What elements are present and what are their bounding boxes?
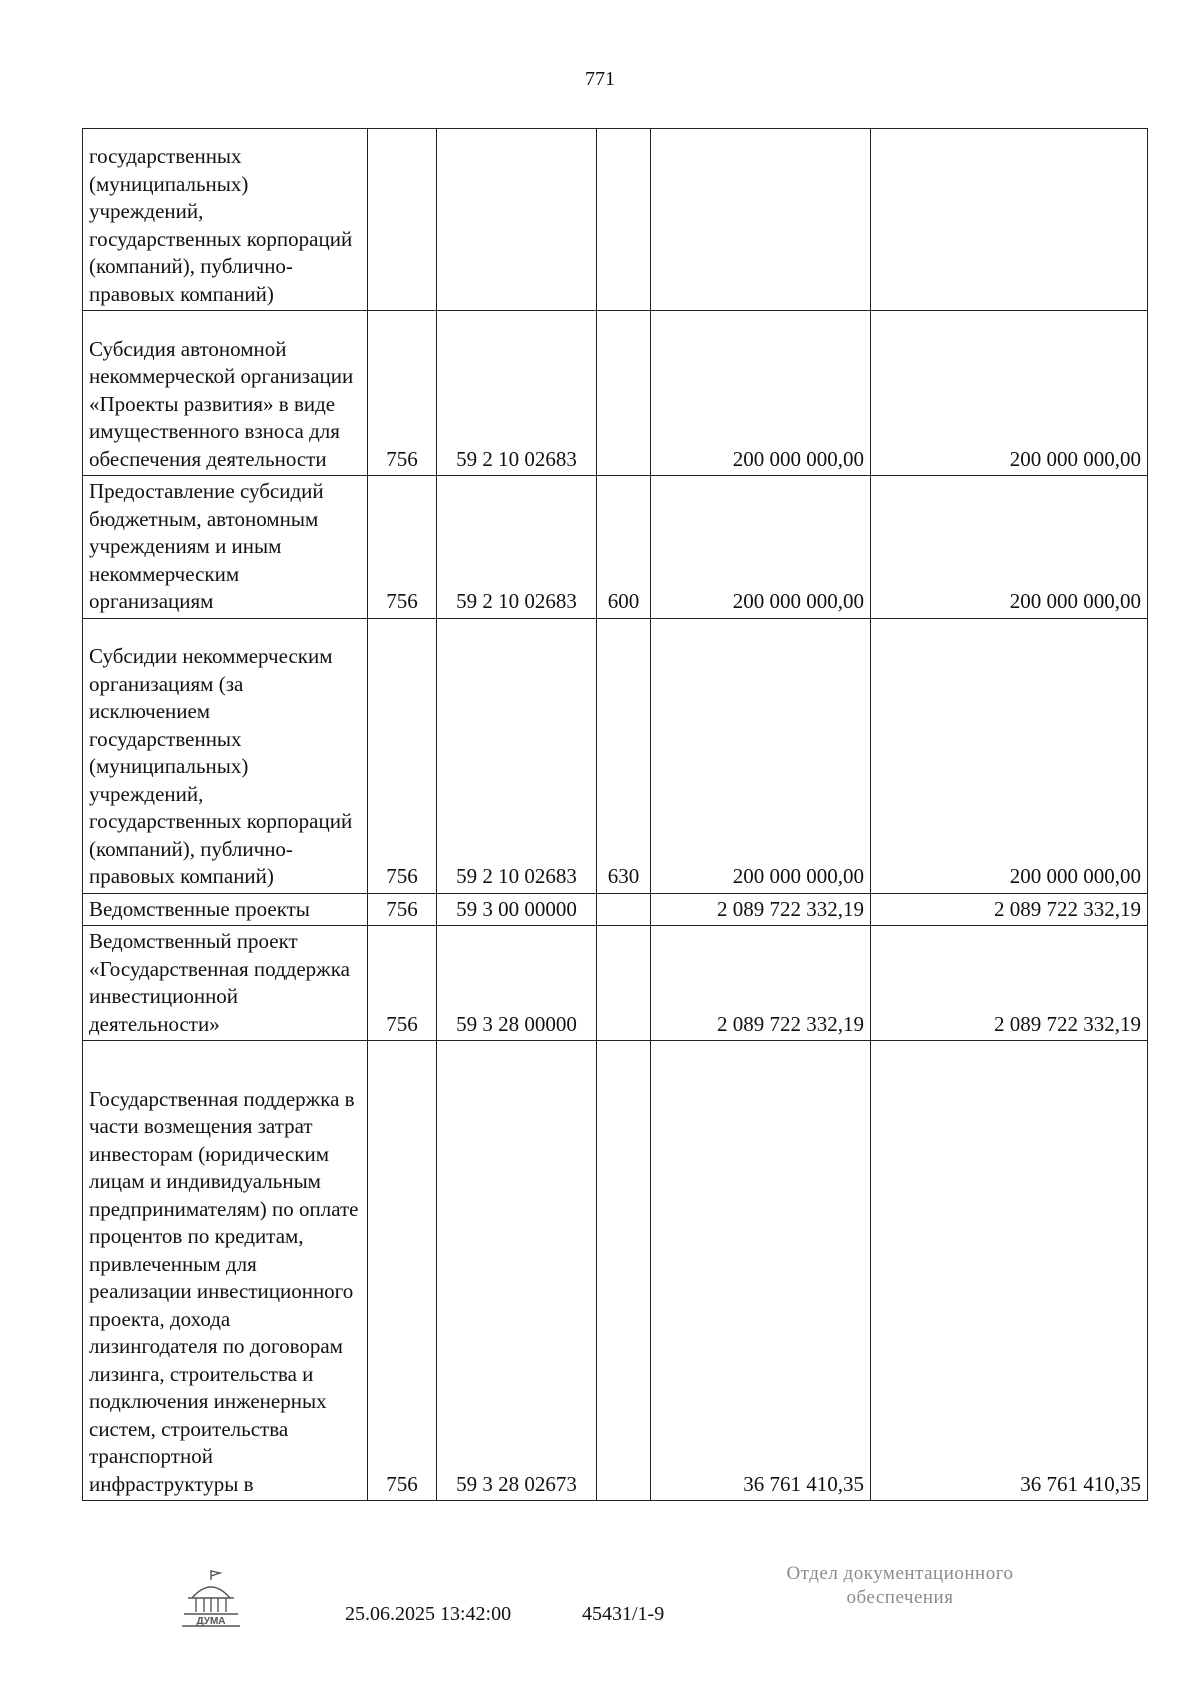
- row-csr-code: 59 2 10 02683: [437, 476, 597, 619]
- row-sum-1: 36 761 410,35: [651, 1041, 871, 1501]
- row-sum-2: [871, 129, 1148, 311]
- row-vr-code: 600: [597, 476, 651, 619]
- row-vr-code: [597, 1041, 651, 1501]
- row-sum-2: 200 000 000,00: [871, 476, 1148, 619]
- table-row: [83, 311, 1148, 476]
- table-row: [83, 1041, 1148, 1501]
- row-sum-1: 200 000 000,00: [651, 311, 871, 476]
- row-ved-code: 756: [368, 618, 437, 893]
- department-stamp: [740, 1562, 1060, 1610]
- row-description: Субсидии некоммерческим организациям (за исключением государственных (муниципальных) учреждений, государственных корпораций (компаний), публично-правовых компаний): [83, 618, 368, 893]
- row-description: Ведомственный проект «Государственная поддержка инвестиционной деятельности»: [83, 926, 368, 1041]
- row-vr-code: [597, 926, 651, 1041]
- row-sum-1: 2 089 722 332,19: [651, 926, 871, 1041]
- table-row: [83, 618, 1148, 893]
- row-description: Ведомственные проекты: [83, 893, 368, 926]
- row-description: Субсидия автономной некоммерческой организации «Проекты развития» в виде имущественного взноса для обеспечения деятельности: [83, 311, 368, 476]
- row-csr-code: 59 2 10 02683: [437, 311, 597, 476]
- page-number: 771: [585, 68, 615, 90]
- svg-text:ДУМА: ДУМА: [196, 1616, 226, 1627]
- row-sum-1: [651, 129, 871, 311]
- row-ved-code: 756: [368, 1041, 437, 1501]
- table-row: [83, 129, 1148, 311]
- row-sum-1: 200 000 000,00: [651, 476, 871, 619]
- row-description: государственных (муниципальных) учреждений, государственных корпораций (компаний), публично-правовых компаний): [83, 129, 368, 311]
- row-vr-code: [597, 311, 651, 476]
- row-sum-1: 2 089 722 332,19: [651, 893, 871, 926]
- row-ved-code: [368, 129, 437, 311]
- row-csr-code: [437, 129, 597, 311]
- stamp-line-1: Отдел документационного: [786, 1563, 1014, 1584]
- row-sum-1: 200 000 000,00: [651, 618, 871, 893]
- row-ved-code: 756: [368, 476, 437, 619]
- row-vr-code: 630: [597, 618, 651, 893]
- registration-number: 45431/1-9: [582, 1603, 665, 1625]
- row-sum-2: 36 761 410,35: [871, 1041, 1148, 1501]
- duma-emblem-icon: [176, 1568, 246, 1630]
- row-ved-code: 756: [368, 893, 437, 926]
- registration-date: 25.06.2025 13:42:00: [345, 1603, 512, 1625]
- row-description: Государственная поддержка в части возмещения затрат инвесторам (юридическим лицам и индивидуальным предпринимателям) по оплате процентов по кредитам, привлеченным для реализации инвестиционного проекта, дохода лизингодателя по договорам лизинга, строительства и подключения инженерных систем, строительства транспортной инфраструктуры в: [83, 1041, 368, 1501]
- row-sum-2: 2 089 722 332,19: [871, 893, 1148, 926]
- row-description: Предоставление субсидий бюджетным, автономным учреждениям и иным некоммерческим организациям: [83, 476, 368, 619]
- table-row: [83, 926, 1148, 1041]
- row-csr-code: 59 3 28 02673: [437, 1041, 597, 1501]
- table-row: [83, 476, 1148, 619]
- row-csr-code: 59 3 28 00000: [437, 926, 597, 1041]
- stamp-line-2: обеспечения: [846, 1587, 954, 1608]
- row-ved-code: 756: [368, 311, 437, 476]
- row-csr-code: 59 3 00 00000: [437, 893, 597, 926]
- row-sum-2: 200 000 000,00: [871, 311, 1148, 476]
- row-csr-code: 59 2 10 02683: [437, 618, 597, 893]
- table-row: [83, 893, 1148, 926]
- row-vr-code: [597, 129, 651, 311]
- row-sum-2: 200 000 000,00: [871, 618, 1148, 893]
- row-sum-2: 2 089 722 332,19: [871, 926, 1148, 1041]
- budget-table: [82, 128, 1148, 1501]
- row-vr-code: [597, 893, 651, 926]
- row-ved-code: 756: [368, 926, 437, 1041]
